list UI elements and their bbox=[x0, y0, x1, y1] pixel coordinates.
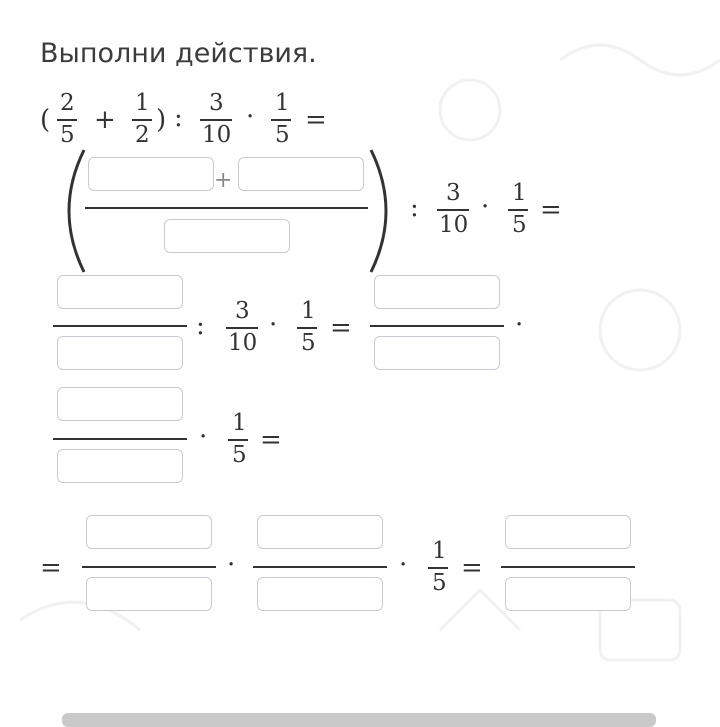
fraction-4-numerator: 1 bbox=[232, 410, 247, 436]
fraction-3-bar bbox=[437, 209, 469, 211]
answer-input-sum-numerator[interactable] bbox=[57, 275, 183, 309]
multiply-sign: · bbox=[199, 422, 208, 452]
answer-input-final-denominator[interactable] bbox=[505, 577, 631, 611]
multiply-sign-1: · bbox=[227, 550, 236, 580]
answer-input-sum-right[interactable] bbox=[238, 157, 364, 191]
fraction-1-bar bbox=[57, 119, 77, 121]
fraction-4-denominator: 5 bbox=[512, 212, 527, 238]
multiply-sign: · bbox=[246, 102, 255, 132]
fraction-2-bar bbox=[132, 119, 152, 121]
fraction-3-bar bbox=[226, 327, 258, 329]
quotient-fraction-bar bbox=[370, 325, 504, 327]
fraction-3-numerator: 3 bbox=[235, 298, 250, 324]
answer-input-sum-denominator[interactable] bbox=[57, 336, 183, 370]
page-title: Выполни действия. bbox=[40, 38, 317, 69]
close-paren: ) bbox=[156, 105, 167, 135]
fraction-4-numerator: 1 bbox=[301, 298, 316, 324]
answer-input-product-denominator[interactable] bbox=[57, 449, 183, 483]
fraction-2-denominator: 2 bbox=[135, 122, 150, 148]
division-sign: : bbox=[196, 311, 205, 341]
multiply-sign-trailing: · bbox=[515, 310, 524, 340]
fraction-4-denominator: 5 bbox=[232, 442, 247, 468]
fraction-1-denominator: 5 bbox=[60, 122, 75, 148]
answer-input-simplify-b-denominator[interactable] bbox=[257, 577, 383, 611]
fraction-3-bar bbox=[200, 119, 232, 121]
big-right-paren bbox=[365, 148, 405, 274]
fraction-4-denominator: 5 bbox=[432, 570, 447, 596]
fraction-3-numerator: 3 bbox=[446, 180, 461, 206]
fraction-4-bar bbox=[297, 327, 317, 329]
equals-sign-leading: = bbox=[40, 553, 62, 583]
fraction-1-numerator: 2 bbox=[60, 90, 75, 116]
fraction-4-bar bbox=[271, 119, 291, 121]
multiply-sign: · bbox=[481, 192, 490, 222]
fraction-4-denominator: 5 bbox=[301, 330, 316, 356]
answer-input-common-denominator[interactable] bbox=[164, 219, 290, 253]
plus-sign: + bbox=[94, 105, 116, 135]
fraction-3-denominator: 10 bbox=[439, 212, 469, 238]
equals-sign: = bbox=[330, 313, 352, 343]
sum-fraction-bar bbox=[53, 325, 187, 327]
big-left-paren bbox=[50, 148, 90, 274]
fraction-4-bar bbox=[228, 439, 248, 441]
fraction-4-numerator: 1 bbox=[275, 90, 290, 116]
fraction-4-denominator: 5 bbox=[275, 122, 290, 148]
simplify-a-fraction-bar bbox=[82, 566, 216, 568]
answer-input-quotient-denominator[interactable] bbox=[374, 336, 500, 370]
final-fraction-bar bbox=[501, 566, 635, 568]
division-sign: : bbox=[174, 103, 183, 133]
answer-input-product-numerator[interactable] bbox=[57, 387, 183, 421]
equals-sign: = bbox=[540, 195, 562, 225]
fraction-3-denominator: 10 bbox=[228, 330, 258, 356]
answer-input-simplify-a-denominator[interactable] bbox=[86, 577, 212, 611]
equals-sign: = bbox=[260, 425, 282, 455]
big-fraction-bar bbox=[85, 207, 368, 209]
fraction-4-bar bbox=[428, 567, 448, 569]
multiply-sign-2: · bbox=[399, 550, 408, 580]
answer-input-final-numerator[interactable] bbox=[505, 515, 631, 549]
equals-sign: = bbox=[305, 105, 327, 135]
fraction-3-numerator: 3 bbox=[209, 90, 224, 116]
fraction-4-numerator: 1 bbox=[512, 180, 527, 206]
fraction-2-numerator: 1 bbox=[135, 90, 150, 116]
answer-input-simplify-a-numerator[interactable] bbox=[86, 515, 212, 549]
fraction-4-bar bbox=[508, 209, 528, 211]
fraction-4-numerator: 1 bbox=[432, 538, 447, 564]
answer-input-simplify-b-numerator[interactable] bbox=[257, 515, 383, 549]
division-sign: : bbox=[410, 193, 419, 223]
equals-sign: = bbox=[461, 553, 483, 583]
answer-input-sum-left[interactable] bbox=[88, 157, 214, 191]
fraction-3-denominator: 10 bbox=[202, 122, 232, 148]
plus-sign-small: + bbox=[214, 168, 233, 193]
answer-input-quotient-numerator[interactable] bbox=[374, 275, 500, 309]
multiply-sign: · bbox=[269, 310, 278, 340]
open-paren: ( bbox=[40, 105, 51, 135]
simplify-b-fraction-bar bbox=[253, 566, 387, 568]
product-fraction-bar bbox=[53, 438, 187, 440]
